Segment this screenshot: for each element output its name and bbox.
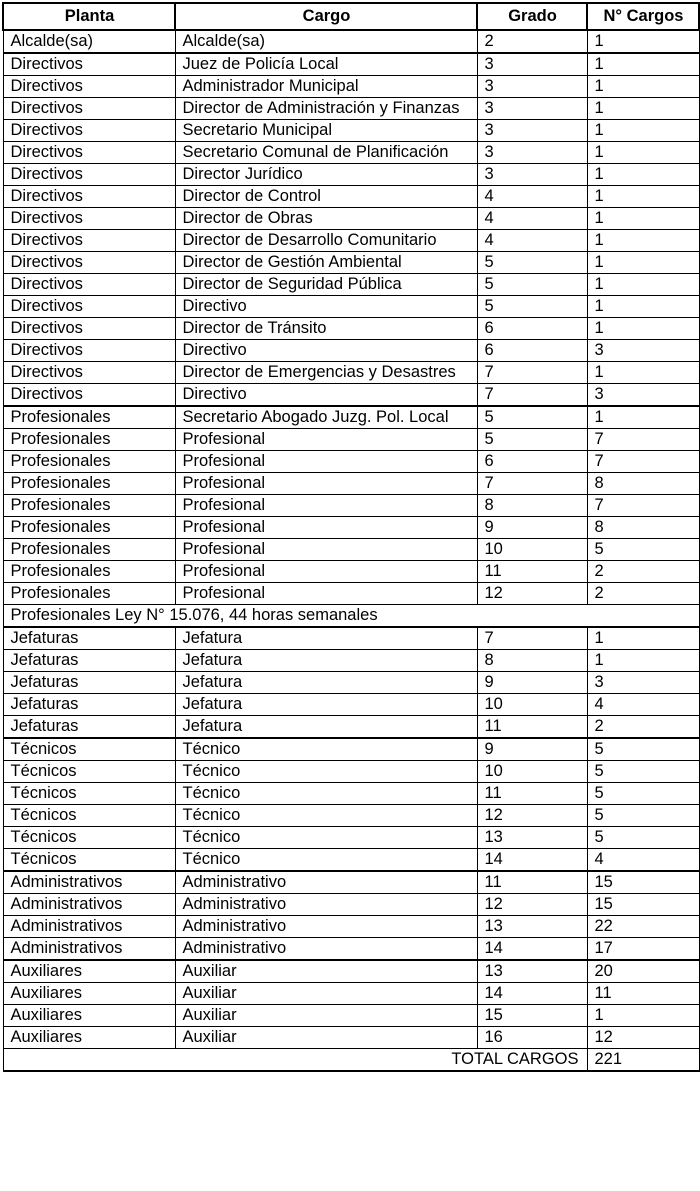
cell-n-cargos: 5 bbox=[587, 539, 699, 561]
cell-cargo: Profesional bbox=[175, 561, 477, 583]
cell-grado: 7 bbox=[477, 384, 587, 407]
total-value: 221 bbox=[587, 1049, 699, 1072]
header-row bbox=[3, 3, 699, 30]
cell-cargo: Directivo bbox=[175, 384, 477, 407]
cell-cargo: Secretario Comunal de Planificación bbox=[175, 142, 477, 164]
cell-grado: 5 bbox=[477, 252, 587, 274]
cell-n-cargos: 7 bbox=[587, 495, 699, 517]
total-blank bbox=[3, 1049, 175, 1072]
cell-planta: Técnicos bbox=[3, 805, 175, 827]
cell-cargo: Director de Obras bbox=[175, 208, 477, 230]
cell-planta: Jefaturas bbox=[3, 672, 175, 694]
table-row bbox=[3, 1005, 699, 1027]
cell-n-cargos: 20 bbox=[587, 960, 699, 983]
cell-n-cargos: 4 bbox=[587, 849, 699, 872]
cell-grado: 7 bbox=[477, 627, 587, 650]
cell-cargo: Profesional bbox=[175, 473, 477, 495]
cell-planta: Alcalde(sa) bbox=[3, 30, 175, 53]
cell-cargo: Director de Tránsito bbox=[175, 318, 477, 340]
table-row bbox=[3, 98, 699, 120]
cell-grado: 9 bbox=[477, 738, 587, 761]
section-note-body bbox=[3, 605, 699, 628]
table-row bbox=[3, 120, 699, 142]
cell-n-cargos: 7 bbox=[587, 451, 699, 473]
table-body-main bbox=[3, 30, 699, 605]
cell-planta: Profesionales bbox=[3, 561, 175, 583]
cell-n-cargos: 1 bbox=[587, 252, 699, 274]
cell-cargo: Técnico bbox=[175, 738, 477, 761]
cell-n-cargos: 1 bbox=[587, 274, 699, 296]
cell-n-cargos: 15 bbox=[587, 894, 699, 916]
cell-cargo: Director de Gestión Ambiental bbox=[175, 252, 477, 274]
cell-cargo: Profesional bbox=[175, 429, 477, 451]
cell-n-cargos: 1 bbox=[587, 362, 699, 384]
cell-planta: Directivos bbox=[3, 362, 175, 384]
table-row bbox=[3, 230, 699, 252]
table-row bbox=[3, 738, 699, 761]
cell-n-cargos: 8 bbox=[587, 517, 699, 539]
cell-grado: 10 bbox=[477, 694, 587, 716]
table-row bbox=[3, 495, 699, 517]
cell-planta: Directivos bbox=[3, 340, 175, 362]
cell-n-cargos: 1 bbox=[587, 142, 699, 164]
cell-cargo: Jefatura bbox=[175, 650, 477, 672]
cell-n-cargos: 1 bbox=[587, 296, 699, 318]
cell-planta: Administrativos bbox=[3, 938, 175, 961]
cell-n-cargos: 1 bbox=[587, 164, 699, 186]
table-row bbox=[3, 583, 699, 605]
cell-grado: 11 bbox=[477, 716, 587, 739]
table-row bbox=[3, 296, 699, 318]
cell-cargo: Directivo bbox=[175, 296, 477, 318]
cell-n-cargos: 1 bbox=[587, 120, 699, 142]
cell-cargo: Técnico bbox=[175, 849, 477, 872]
cell-planta: Jefaturas bbox=[3, 694, 175, 716]
cell-grado: 12 bbox=[477, 894, 587, 916]
table-row bbox=[3, 871, 699, 894]
cell-planta: Profesionales bbox=[3, 495, 175, 517]
cell-cargo: Jefatura bbox=[175, 672, 477, 694]
cell-cargo: Juez de Policía Local bbox=[175, 53, 477, 76]
cell-planta: Técnicos bbox=[3, 783, 175, 805]
cell-grado: 15 bbox=[477, 1005, 587, 1027]
table-row bbox=[3, 340, 699, 362]
cell-n-cargos: 1 bbox=[587, 98, 699, 120]
cell-cargo: Jefatura bbox=[175, 694, 477, 716]
cell-cargo: Técnico bbox=[175, 761, 477, 783]
total-label: TOTAL CARGOS bbox=[175, 1049, 587, 1072]
cell-planta: Auxiliares bbox=[3, 1027, 175, 1049]
cell-cargo: Director de Seguridad Pública bbox=[175, 274, 477, 296]
cell-grado: 13 bbox=[477, 827, 587, 849]
table-row bbox=[3, 517, 699, 539]
cell-n-cargos: 4 bbox=[587, 694, 699, 716]
header-cargo: Cargo bbox=[175, 3, 477, 30]
cell-grado: 5 bbox=[477, 274, 587, 296]
cell-cargo: Auxiliar bbox=[175, 1027, 477, 1049]
cell-grado: 7 bbox=[477, 362, 587, 384]
cell-grado: 5 bbox=[477, 429, 587, 451]
cell-cargo: Jefatura bbox=[175, 627, 477, 650]
cell-grado: 7 bbox=[477, 473, 587, 495]
table-row bbox=[3, 318, 699, 340]
cell-grado: 14 bbox=[477, 938, 587, 961]
section-note-row bbox=[3, 605, 699, 628]
table-row bbox=[3, 805, 699, 827]
table-row bbox=[3, 429, 699, 451]
cell-planta: Directivos bbox=[3, 296, 175, 318]
cell-planta: Directivos bbox=[3, 230, 175, 252]
cell-grado: 10 bbox=[477, 539, 587, 561]
cell-n-cargos: 3 bbox=[587, 340, 699, 362]
cell-grado: 2 bbox=[477, 30, 587, 53]
cell-cargo: Administrativo bbox=[175, 871, 477, 894]
cell-n-cargos: 2 bbox=[587, 561, 699, 583]
table-row bbox=[3, 627, 699, 650]
cell-n-cargos: 3 bbox=[587, 672, 699, 694]
cell-cargo: Alcalde(sa) bbox=[175, 30, 477, 53]
cell-planta: Técnicos bbox=[3, 849, 175, 872]
section-note: Profesionales Ley N° 15.076, 44 horas semanales bbox=[3, 605, 699, 628]
cell-planta: Directivos bbox=[3, 384, 175, 407]
cell-n-cargos: 1 bbox=[587, 53, 699, 76]
table-row bbox=[3, 164, 699, 186]
cell-planta: Técnicos bbox=[3, 827, 175, 849]
table-row bbox=[3, 938, 699, 961]
cell-planta: Directivos bbox=[3, 208, 175, 230]
total-body bbox=[3, 1049, 699, 1072]
cell-cargo: Director de Emergencias y Desastres bbox=[175, 362, 477, 384]
cell-planta: Directivos bbox=[3, 186, 175, 208]
cell-cargo: Auxiliar bbox=[175, 983, 477, 1005]
cell-grado: 3 bbox=[477, 76, 587, 98]
cell-grado: 14 bbox=[477, 983, 587, 1005]
cell-n-cargos: 7 bbox=[587, 429, 699, 451]
cell-grado: 9 bbox=[477, 517, 587, 539]
cell-grado: 11 bbox=[477, 871, 587, 894]
cell-cargo: Técnico bbox=[175, 805, 477, 827]
cell-n-cargos: 5 bbox=[587, 805, 699, 827]
cell-planta: Directivos bbox=[3, 120, 175, 142]
cell-cargo: Administrativo bbox=[175, 938, 477, 961]
cell-cargo: Director Jurídico bbox=[175, 164, 477, 186]
cell-n-cargos: 5 bbox=[587, 827, 699, 849]
cell-n-cargos: 1 bbox=[587, 627, 699, 650]
cell-cargo: Administrador Municipal bbox=[175, 76, 477, 98]
cell-n-cargos: 5 bbox=[587, 761, 699, 783]
table-row bbox=[3, 672, 699, 694]
cell-cargo: Administrativo bbox=[175, 894, 477, 916]
cell-grado: 3 bbox=[477, 98, 587, 120]
cell-n-cargos: 12 bbox=[587, 1027, 699, 1049]
cell-planta: Profesionales bbox=[3, 473, 175, 495]
cell-grado: 9 bbox=[477, 672, 587, 694]
cell-n-cargos: 1 bbox=[587, 406, 699, 429]
table-row bbox=[3, 783, 699, 805]
cell-cargo: Profesional bbox=[175, 539, 477, 561]
cell-grado: 11 bbox=[477, 783, 587, 805]
cell-planta: Directivos bbox=[3, 98, 175, 120]
cell-planta: Auxiliares bbox=[3, 960, 175, 983]
cell-cargo: Profesional bbox=[175, 495, 477, 517]
cargos-table bbox=[2, 2, 700, 1072]
cell-grado: 11 bbox=[477, 561, 587, 583]
cell-n-cargos: 2 bbox=[587, 583, 699, 605]
table-row bbox=[3, 208, 699, 230]
cell-n-cargos: 8 bbox=[587, 473, 699, 495]
cell-grado: 8 bbox=[477, 495, 587, 517]
cell-grado: 4 bbox=[477, 186, 587, 208]
cell-cargo: Técnico bbox=[175, 783, 477, 805]
table-row bbox=[3, 274, 699, 296]
header-n-cargos: N° Cargos bbox=[587, 3, 699, 30]
total-row bbox=[3, 1049, 699, 1072]
cell-planta: Profesionales bbox=[3, 406, 175, 429]
cell-n-cargos: 3 bbox=[587, 384, 699, 407]
cell-n-cargos: 1 bbox=[587, 1005, 699, 1027]
cell-planta: Profesionales bbox=[3, 539, 175, 561]
table-row bbox=[3, 894, 699, 916]
cell-planta: Administrativos bbox=[3, 894, 175, 916]
cell-cargo: Profesional bbox=[175, 583, 477, 605]
table-row bbox=[3, 827, 699, 849]
cell-grado: 12 bbox=[477, 583, 587, 605]
cell-cargo: Secretario Abogado Juzg. Pol. Local bbox=[175, 406, 477, 429]
cell-cargo: Auxiliar bbox=[175, 1005, 477, 1027]
table-row bbox=[3, 451, 699, 473]
cell-planta: Profesionales bbox=[3, 583, 175, 605]
table-row bbox=[3, 916, 699, 938]
cell-grado: 14 bbox=[477, 849, 587, 872]
table-row bbox=[3, 406, 699, 429]
cell-planta: Directivos bbox=[3, 76, 175, 98]
cell-grado: 12 bbox=[477, 805, 587, 827]
cell-n-cargos: 1 bbox=[587, 186, 699, 208]
table-row bbox=[3, 53, 699, 76]
cell-n-cargos: 5 bbox=[587, 783, 699, 805]
cell-grado: 5 bbox=[477, 296, 587, 318]
cell-cargo: Auxiliar bbox=[175, 960, 477, 983]
cell-planta: Directivos bbox=[3, 142, 175, 164]
table-row bbox=[3, 716, 699, 739]
cell-n-cargos: 1 bbox=[587, 76, 699, 98]
cell-planta: Técnicos bbox=[3, 738, 175, 761]
table-row bbox=[3, 76, 699, 98]
cell-cargo: Profesional bbox=[175, 517, 477, 539]
cell-n-cargos: 15 bbox=[587, 871, 699, 894]
cell-grado: 16 bbox=[477, 1027, 587, 1049]
cell-planta: Profesionales bbox=[3, 517, 175, 539]
cell-n-cargos: 1 bbox=[587, 318, 699, 340]
cell-planta: Directivos bbox=[3, 53, 175, 76]
cell-planta: Administrativos bbox=[3, 916, 175, 938]
cell-planta: Jefaturas bbox=[3, 650, 175, 672]
cell-cargo: Profesional bbox=[175, 451, 477, 473]
cell-cargo: Director de Desarrollo Comunitario bbox=[175, 230, 477, 252]
table-body-secondary bbox=[3, 627, 699, 1049]
table-row bbox=[3, 849, 699, 872]
cell-cargo: Directivo bbox=[175, 340, 477, 362]
cell-grado: 6 bbox=[477, 318, 587, 340]
cell-n-cargos: 1 bbox=[587, 650, 699, 672]
cell-grado: 3 bbox=[477, 142, 587, 164]
cell-grado: 6 bbox=[477, 340, 587, 362]
cell-planta: Técnicos bbox=[3, 761, 175, 783]
table-row bbox=[3, 1027, 699, 1049]
cell-planta: Auxiliares bbox=[3, 1005, 175, 1027]
table-row bbox=[3, 650, 699, 672]
cell-grado: 4 bbox=[477, 208, 587, 230]
cell-cargo: Administrativo bbox=[175, 916, 477, 938]
cell-cargo: Jefatura bbox=[175, 716, 477, 739]
cell-n-cargos: 2 bbox=[587, 716, 699, 739]
table-row bbox=[3, 694, 699, 716]
cell-cargo: Técnico bbox=[175, 827, 477, 849]
cell-planta: Administrativos bbox=[3, 871, 175, 894]
table-row bbox=[3, 142, 699, 164]
cell-planta: Directivos bbox=[3, 318, 175, 340]
table-row bbox=[3, 186, 699, 208]
table-row bbox=[3, 384, 699, 407]
cell-n-cargos: 17 bbox=[587, 938, 699, 961]
cell-grado: 5 bbox=[477, 406, 587, 429]
cell-planta: Directivos bbox=[3, 252, 175, 274]
cell-grado: 3 bbox=[477, 120, 587, 142]
cell-grado: 8 bbox=[477, 650, 587, 672]
cell-planta: Jefaturas bbox=[3, 716, 175, 739]
cell-n-cargos: 5 bbox=[587, 738, 699, 761]
table-row bbox=[3, 30, 699, 53]
cell-planta: Directivos bbox=[3, 164, 175, 186]
table-row bbox=[3, 362, 699, 384]
cell-planta: Profesionales bbox=[3, 451, 175, 473]
cell-n-cargos: 1 bbox=[587, 208, 699, 230]
table-row bbox=[3, 983, 699, 1005]
table-row bbox=[3, 473, 699, 495]
cell-cargo: Secretario Municipal bbox=[175, 120, 477, 142]
table-row bbox=[3, 960, 699, 983]
cell-planta: Jefaturas bbox=[3, 627, 175, 650]
header-planta: Planta bbox=[3, 3, 175, 30]
cell-grado: 10 bbox=[477, 761, 587, 783]
table-row bbox=[3, 761, 699, 783]
cell-grado: 4 bbox=[477, 230, 587, 252]
cell-n-cargos: 11 bbox=[587, 983, 699, 1005]
cell-planta: Profesionales bbox=[3, 429, 175, 451]
cell-n-cargos: 22 bbox=[587, 916, 699, 938]
cell-n-cargos: 1 bbox=[587, 30, 699, 53]
cell-grado: 3 bbox=[477, 164, 587, 186]
cell-cargo: Director de Control bbox=[175, 186, 477, 208]
cell-grado: 3 bbox=[477, 53, 587, 76]
table-row bbox=[3, 539, 699, 561]
cell-grado: 6 bbox=[477, 451, 587, 473]
table-row bbox=[3, 252, 699, 274]
cell-planta: Auxiliares bbox=[3, 983, 175, 1005]
cell-grado: 13 bbox=[477, 916, 587, 938]
cell-grado: 13 bbox=[477, 960, 587, 983]
table-row bbox=[3, 561, 699, 583]
cell-cargo: Director de Administración y Finanzas bbox=[175, 98, 477, 120]
cell-n-cargos: 1 bbox=[587, 230, 699, 252]
cell-planta: Directivos bbox=[3, 274, 175, 296]
header-grado: Grado bbox=[477, 3, 587, 30]
